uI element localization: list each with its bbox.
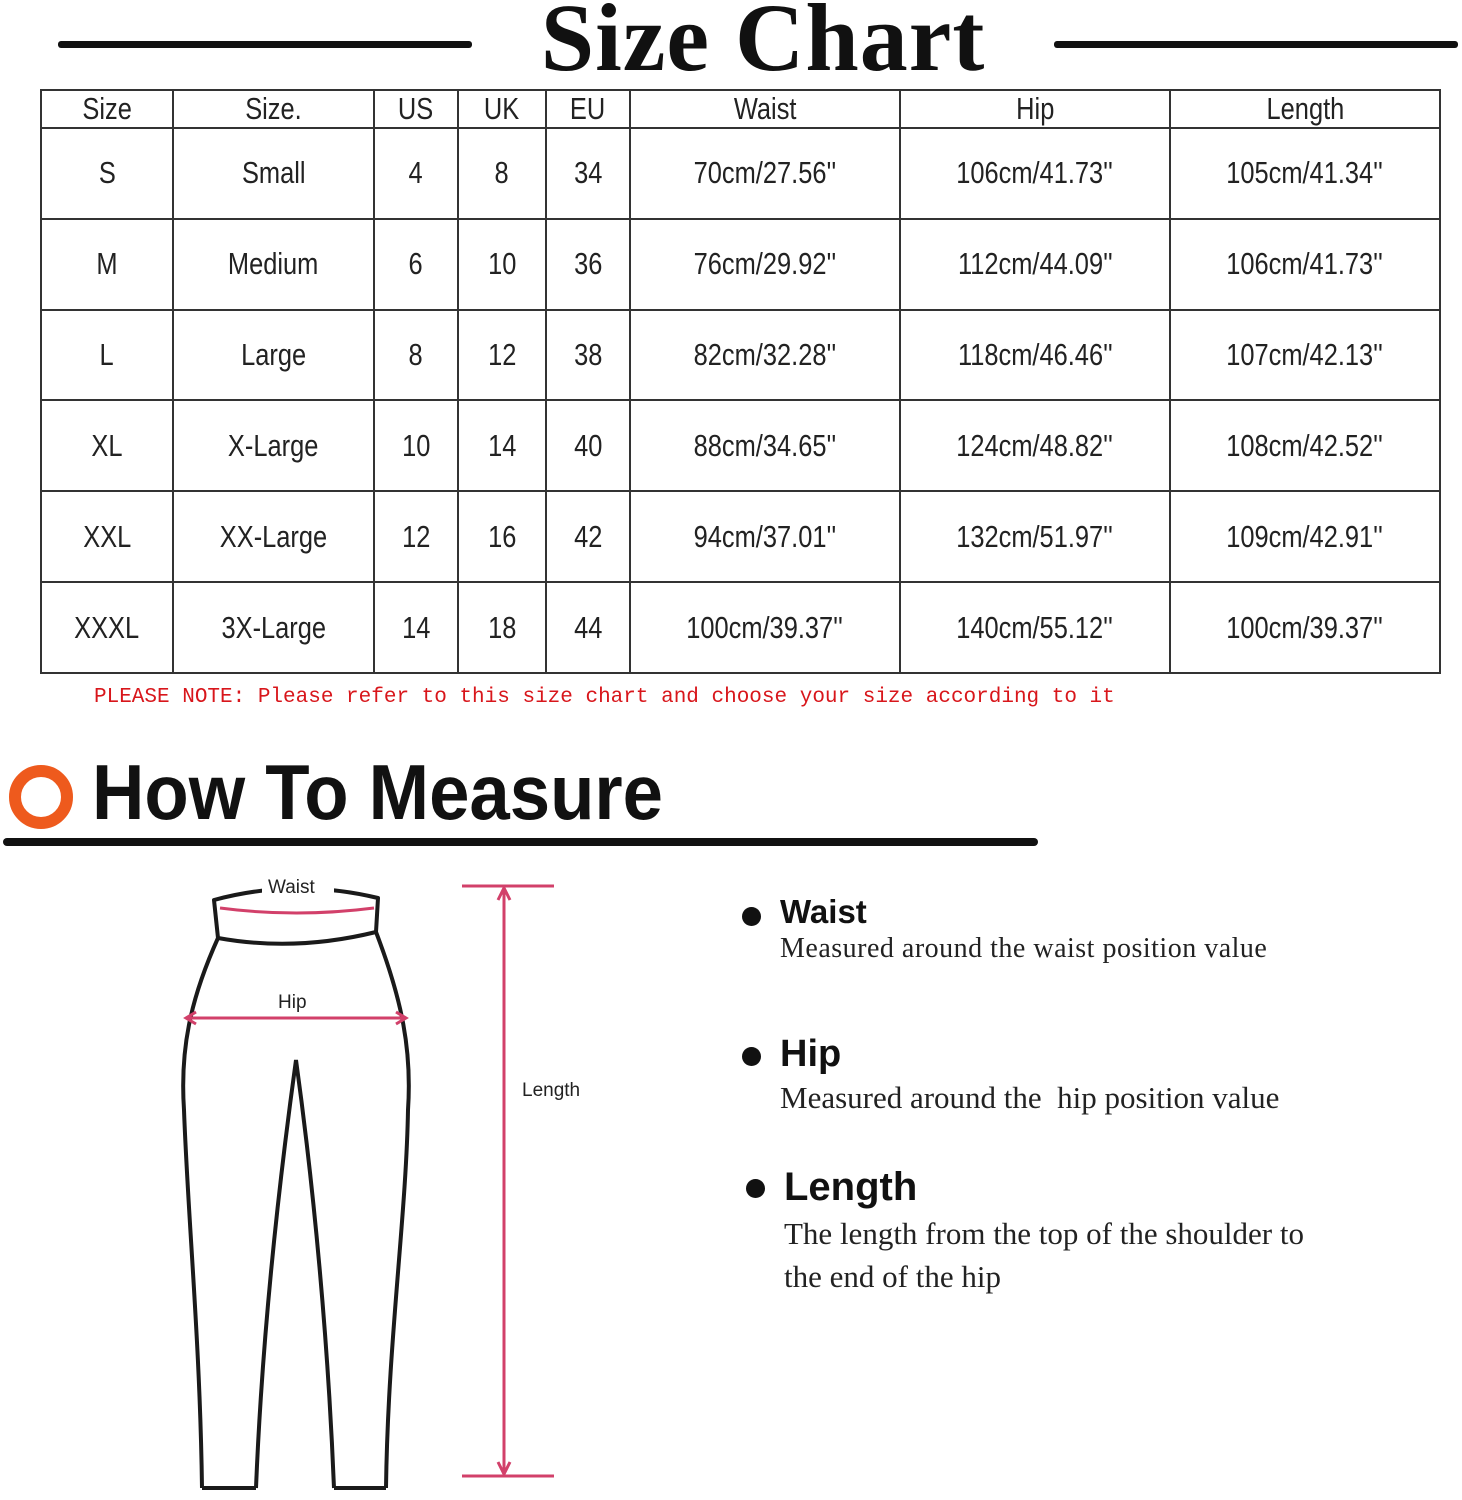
table-cell: XXL — [41, 491, 173, 582]
table-cell: 4 — [374, 128, 458, 219]
table-cell: 8 — [374, 310, 458, 401]
table-cell: 106cm/41.73'' — [900, 128, 1170, 219]
title-rule-right — [1054, 41, 1458, 48]
header-cell: Length — [1170, 90, 1440, 128]
definition-title: Hip — [780, 1033, 842, 1075]
table-cell: 106cm/41.73'' — [1170, 219, 1440, 310]
table-cell: 105cm/41.34'' — [1170, 128, 1440, 219]
table-cell: X-Large — [173, 400, 374, 491]
title-rule-left — [58, 41, 472, 48]
table-cell: 34 — [546, 128, 630, 219]
table-cell: 6 — [374, 219, 458, 310]
waist-label: Waist — [268, 877, 315, 898]
table-row — [41, 219, 1440, 310]
table-cell: 94cm/37.01'' — [630, 491, 900, 582]
table-cell: 70cm/27.56'' — [630, 128, 900, 219]
table-cell: Large — [173, 310, 374, 401]
header-cell: EU — [546, 90, 630, 128]
bullet-dot-icon — [742, 1047, 761, 1066]
measure-title: How To Measure — [92, 748, 664, 836]
table-cell: 108cm/42.52'' — [1170, 400, 1440, 491]
table-cell: 12 — [458, 310, 546, 401]
how-to-measure-header — [0, 748, 1100, 850]
table-cell: XX-Large — [173, 491, 374, 582]
table-cell: 14 — [458, 400, 546, 491]
table-cell: 10 — [374, 400, 458, 491]
pants-illustration — [150, 860, 620, 1500]
measure-title-rule — [3, 838, 1038, 846]
table-cell: 38 — [546, 310, 630, 401]
hip-label: Hip — [278, 992, 307, 1013]
table-cell: 36 — [546, 219, 630, 310]
table-cell: 10 — [458, 219, 546, 310]
table-cell: 100cm/39.37'' — [630, 582, 900, 673]
table-cell: Medium — [173, 219, 374, 310]
table-cell: 112cm/44.09'' — [900, 219, 1170, 310]
header-cell: UK — [458, 90, 546, 128]
orange-ring-icon — [9, 765, 73, 829]
chart-title: Size Chart — [540, 0, 986, 91]
table-cell: 88cm/34.65'' — [630, 400, 900, 491]
definition-title: Length — [784, 1165, 918, 1209]
table-row — [41, 310, 1440, 401]
bullet-dot-icon — [742, 907, 761, 926]
table-cell: XXXL — [41, 582, 173, 673]
table-row — [41, 400, 1440, 491]
definition-description: Measured around the waist position value — [780, 933, 1268, 964]
table-row — [41, 582, 1440, 673]
table-cell: 76cm/29.92'' — [630, 219, 900, 310]
table-cell: 100cm/39.37'' — [1170, 582, 1440, 673]
inseam-outline — [256, 1060, 334, 1488]
table-cell: 14 — [374, 582, 458, 673]
bullet-dot-icon — [746, 1179, 765, 1198]
header-cell: US — [374, 90, 458, 128]
definition-description-line: the end of the hip — [784, 1259, 1001, 1294]
table-cell: 140cm/55.12'' — [900, 582, 1170, 673]
size-chart-header — [0, 0, 1462, 90]
table-cell: S — [41, 128, 173, 219]
waist-measure-line — [220, 908, 374, 913]
length-label: Length — [522, 1080, 581, 1101]
table-cell: 42 — [546, 491, 630, 582]
table-row — [41, 491, 1440, 582]
table-cell: 3X-Large — [173, 582, 374, 673]
table-cell: 40 — [546, 400, 630, 491]
table-cell: XL — [41, 400, 173, 491]
table-cell: 18 — [458, 582, 546, 673]
header-cell: Size — [41, 90, 173, 128]
table-cell: L — [41, 310, 173, 401]
table-row — [41, 128, 1440, 219]
table-cell: 12 — [374, 491, 458, 582]
definition-description-line: The length from the top of the shoulder to — [784, 1216, 1304, 1251]
table-cell: 44 — [546, 582, 630, 673]
table-header-row — [41, 90, 1440, 128]
table-cell: M — [41, 219, 173, 310]
definition-description: Measured around the hip position value — [780, 1080, 1280, 1115]
pants-diagram — [150, 860, 620, 1500]
table-cell: 16 — [458, 491, 546, 582]
definition-title: Waist — [780, 893, 867, 930]
size-note: PLEASE NOTE: Please refer to this size chart and choose your size according to it — [94, 686, 1115, 709]
table-cell: Small — [173, 128, 374, 219]
table-cell: 82cm/32.28'' — [630, 310, 900, 401]
table-cell: 107cm/42.13'' — [1170, 310, 1440, 401]
table-cell: 132cm/51.97'' — [900, 491, 1170, 582]
table-cell: 118cm/46.46'' — [900, 310, 1170, 401]
size-table — [40, 89, 1441, 674]
definition-description — [784, 1212, 1304, 1298]
header-cell: Size. — [173, 90, 374, 128]
table-cell: 109cm/42.91'' — [1170, 491, 1440, 582]
header-cell: Waist — [630, 90, 900, 128]
table-cell: 124cm/48.82'' — [900, 400, 1170, 491]
header-cell: Hip — [900, 90, 1170, 128]
table-cell: 8 — [458, 128, 546, 219]
